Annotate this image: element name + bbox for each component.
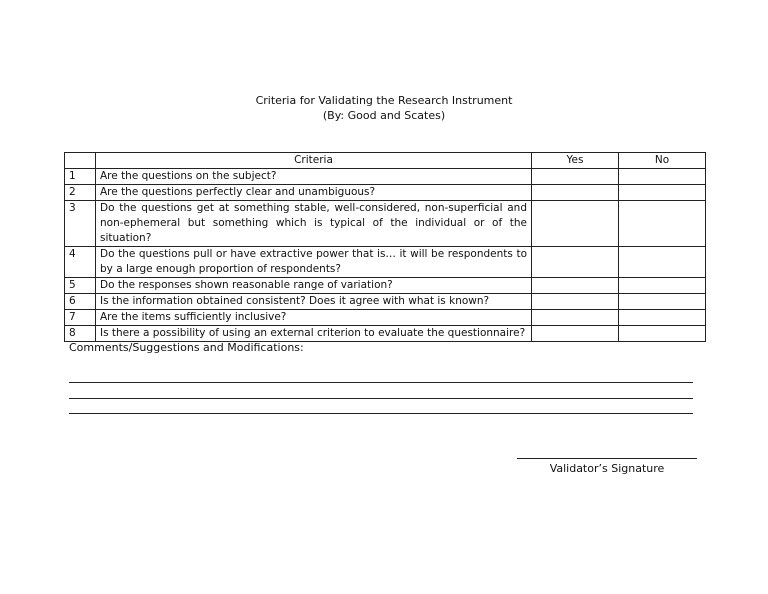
row-number: 1 [65,169,96,185]
table-row [65,185,706,201]
row-criterion: Are the questions on the subject? [96,169,532,185]
column-header-criteria: Criteria [96,153,532,169]
row-yes-cell[interactable] [532,201,619,247]
signature-label: Validator’s Signature [549,462,665,475]
row-yes-cell[interactable] [532,169,619,185]
row-criterion: Do the responses shown reasonable range of variation? [96,278,532,294]
row-yes-cell[interactable] [532,185,619,201]
row-criterion: Is the information obtained consistent? Does it agree with what is known? [96,294,532,310]
row-no-cell[interactable] [619,247,706,278]
row-number: 5 [65,278,96,294]
row-no-cell[interactable] [619,169,706,185]
comments-label: Comments/Suggestions and Modifications: [69,341,304,354]
row-criterion: Is there a possibility of using an external criterion to evaluate the questionnaire? [96,326,532,342]
table-row [65,201,706,247]
criteria-table [64,152,706,342]
comment-line[interactable] [69,413,693,414]
row-criterion: Do the questions get at something stable, well-considered, non-superficial and non-ephemeral but something which is typical of the individual or of the situation? [96,201,532,247]
signature-line[interactable] [517,458,697,459]
comment-line[interactable] [69,382,693,383]
row-number: 8 [65,326,96,342]
row-yes-cell[interactable] [532,247,619,278]
row-number: 7 [65,310,96,326]
row-criterion: Are the items sufficiently inclusive? [96,310,532,326]
row-yes-cell[interactable] [532,326,619,342]
row-no-cell[interactable] [619,294,706,310]
column-header-number [65,153,96,169]
row-yes-cell[interactable] [532,310,619,326]
table-row [65,247,706,278]
row-number: 4 [65,247,96,278]
row-yes-cell[interactable] [532,278,619,294]
row-number: 6 [65,294,96,310]
row-number: 3 [65,201,96,247]
table-row [65,169,706,185]
document-title: Criteria for Validating the Research Instrument [255,94,513,107]
row-no-cell[interactable] [619,201,706,247]
row-no-cell[interactable] [619,185,706,201]
table-row [65,278,706,294]
row-no-cell[interactable] [619,326,706,342]
column-header-no: No [619,153,706,169]
table-row [65,294,706,310]
row-criterion: Are the questions perfectly clear and unambiguous? [96,185,532,201]
row-number: 2 [65,185,96,201]
row-no-cell[interactable] [619,310,706,326]
row-criterion: Do the questions pull or have extractive power that is… it will be respondents to by a large enough proportion of respondents? [96,247,532,278]
comment-line[interactable] [69,398,693,399]
table-row [65,310,706,326]
row-yes-cell[interactable] [532,294,619,310]
column-header-yes: Yes [532,153,619,169]
table-header-row [65,153,706,169]
document-subtitle: (By: Good and Scates) [322,109,446,122]
row-no-cell[interactable] [619,278,706,294]
